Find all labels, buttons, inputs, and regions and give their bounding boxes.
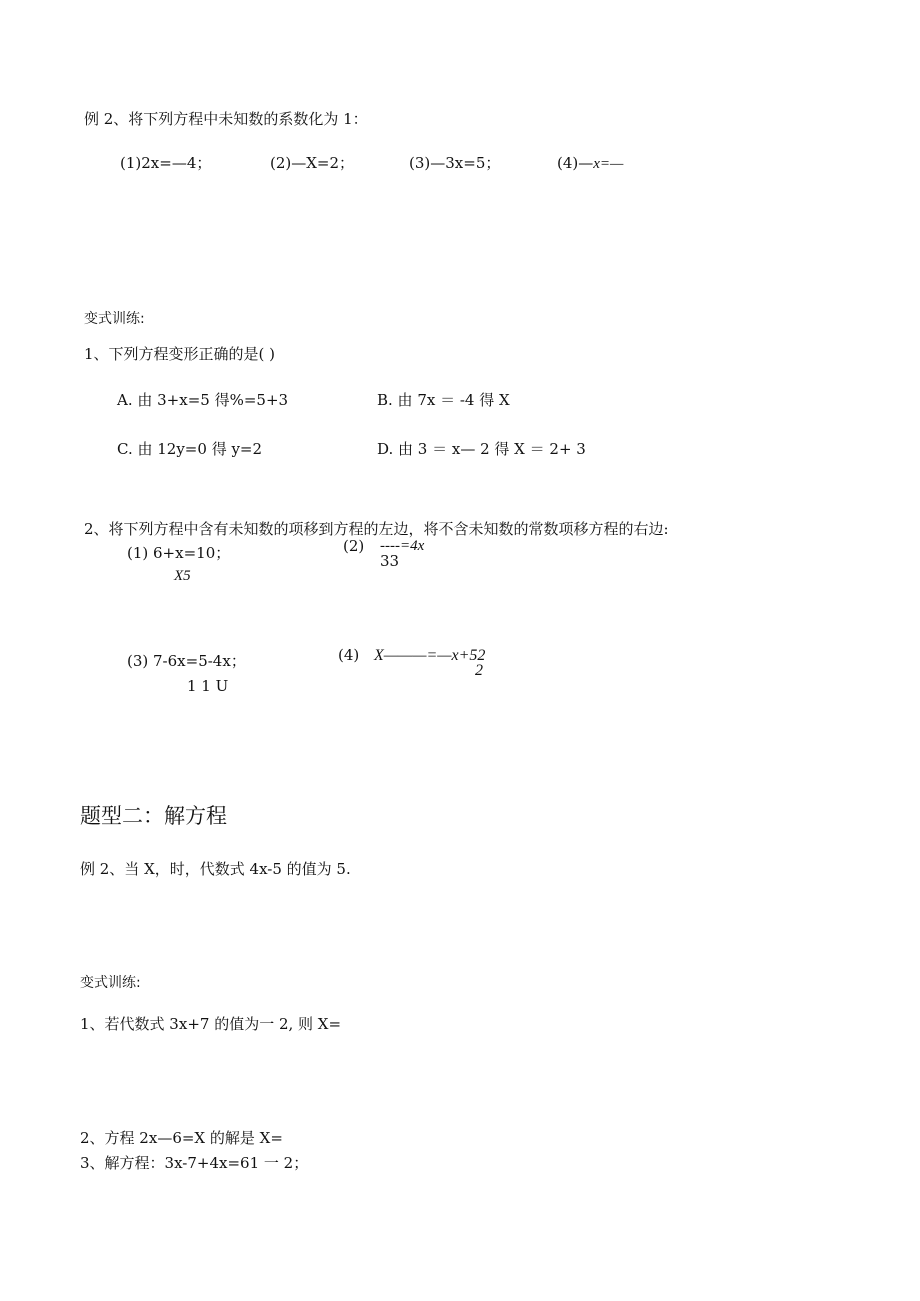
variant-1-q2-part-3: (3) 7-6x=5-4x； bbox=[127, 652, 246, 670]
variant-1-q2-part-4-expr: X———=—x+52 bbox=[374, 647, 486, 664]
variant-1-q1-stem: 1、下列方程变形正确的是( ) bbox=[84, 345, 276, 363]
variant-1-q1-option-b: B. 由 7x ＝ -4 得 X bbox=[377, 391, 510, 409]
section-2-title: 题型二：解方程 bbox=[80, 804, 227, 828]
variant-1-q2-part-2-number: (2) bbox=[343, 537, 365, 555]
variant-2-heading: 变式训练: bbox=[80, 975, 141, 991]
variant-1-q2-part-3-sub: 1 1 U bbox=[187, 677, 229, 695]
variant-1-q1-option-c: C. 由 12y=0 得 y=2 bbox=[117, 440, 263, 458]
variant-2-q3: 3、解方程：3x-7+4x=61 一 2； bbox=[80, 1154, 309, 1172]
example-1-item-2: (2)—X=2； bbox=[270, 154, 355, 172]
example-1-item-4 bbox=[557, 156, 623, 172]
variant-1-q1-option-a: A. 由 3+x=5 得%=5+3 bbox=[117, 391, 289, 409]
variant-2-q2: 2、方程 2x—6=X 的解是 X= bbox=[80, 1129, 283, 1147]
variant-1-q2-part-1: (1) 6+x=10； bbox=[127, 544, 231, 562]
variant-2-q1: 1、若代数式 3x+7 的值为一 2, 则 X= bbox=[80, 1015, 342, 1033]
variant-1-q2-part-4-number: (4) bbox=[338, 646, 360, 664]
variant-1-q2-stem: 2、将下列方程中含有未知数的项移到方程的左边，将不含未知数的常数项移方程的右边: bbox=[84, 520, 669, 538]
variant-1-heading: 变式训练: bbox=[84, 311, 145, 327]
example-1-item-4-italic: x=— bbox=[593, 156, 624, 172]
variant-1-q1-option-d: D. 由 3 ＝ x— 2 得 X ＝ 2+ 3 bbox=[377, 440, 586, 458]
variant-1-q2-part-2-top: ----=4x bbox=[380, 538, 425, 554]
variant-1-q2-part-1-sub: X5 bbox=[174, 568, 191, 584]
section-2-example: 例 2、当 X，时，代数式 4x-5 的值为 5. bbox=[80, 860, 351, 878]
example-1-item-1: (1)2x=—4； bbox=[120, 154, 212, 172]
example-1-item-3: (3)—3x=5； bbox=[409, 154, 501, 172]
example-1-item-4-prefix: (4)— bbox=[557, 154, 594, 172]
variant-1-q2-part-4-sub: 2 bbox=[475, 662, 483, 679]
variant-1-q2-part-2-bottom: 33 bbox=[380, 552, 400, 570]
example-1-title: 例 2、将下列方程中未知数的系数化为 1： bbox=[84, 110, 368, 128]
